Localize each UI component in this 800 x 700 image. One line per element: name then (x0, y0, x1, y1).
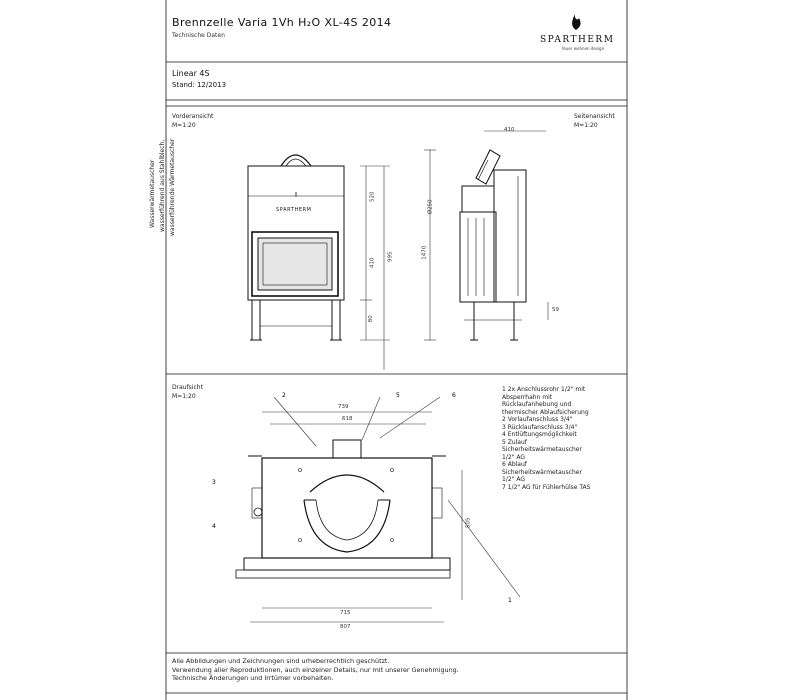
dim-bottom-b: 807 (340, 624, 351, 630)
callout-1 (508, 597, 512, 604)
top-view-scale: M=1:20 (172, 393, 196, 400)
dim-top-width-b: 618 (342, 416, 353, 422)
legend-line: 3 Rücklaufanschluss 3/4" (502, 423, 578, 431)
side-dimension-lines (421, 131, 548, 340)
document-subtitle: Technische Daten (172, 32, 225, 39)
brand-logo-text: SPARTHERM (540, 35, 615, 45)
front-note-1: Wasserwärmetauscher (149, 159, 156, 228)
brand-tagline: feuer wohnen design (562, 46, 605, 51)
legend-line: Sicherheitswärmetauscher (502, 446, 582, 453)
front-note-2: wasserführend aus Stahlblech, (159, 139, 166, 232)
revision-date: Stand: 12/2013 (172, 81, 227, 89)
top-view-label: Draufsicht (172, 384, 203, 391)
callout-4 (212, 523, 216, 530)
front-note-3: wasserführende Wärmetauscher (169, 138, 176, 236)
dim-side-top: 410 (504, 127, 515, 133)
legend-line: 7 1/2" AG für Fühlerhülse TAS (502, 483, 591, 491)
footer-line-1: Alle Abbildungen und Zeichnungen sind urheberrechtlich geschützt. (172, 657, 390, 665)
dim-side-foot: 59 (552, 307, 559, 313)
callout-6 (452, 392, 456, 399)
svg-text:2: 2 (282, 392, 286, 399)
svg-text:1: 1 (508, 597, 512, 604)
dim-side-height: 1470 (421, 245, 428, 260)
legend-line: 1/2" AG (502, 453, 525, 461)
dim-bottom-a: 715 (340, 610, 351, 616)
dim-side-angle: Ø250 (427, 199, 434, 215)
callout-5 (396, 392, 400, 399)
svg-text:5: 5 (396, 392, 400, 399)
legend-line: 2 Vorlaufanschluss 3/4" (502, 416, 573, 423)
dim-top-width-a: 739 (338, 404, 349, 410)
legend-line: 4 Entlüftungsmöglichkeit (502, 431, 577, 438)
front-view-label: Vorderansicht (172, 113, 214, 120)
svg-text:3: 3 (212, 479, 216, 486)
legend-line: Sicherheitswärmetauscher (502, 468, 582, 476)
series-label: Linear 4S (172, 69, 210, 78)
side-view (460, 150, 526, 340)
front-view-scale: M=1:20 (172, 122, 196, 129)
dim-front-bottom: 80 (367, 315, 374, 323)
dim-top-depth: 505 (465, 517, 472, 528)
front-view (248, 155, 344, 340)
sheet-frame (166, 0, 627, 700)
dim-front-upper: 520 (369, 191, 376, 202)
dim-front-total: 995 (387, 251, 394, 262)
legend-line: thermischer Ablaufsicherung (502, 408, 589, 416)
footer-line-3: Technische Änderungen und Irrtümer vorbehalten. (172, 674, 334, 683)
footer-line-2: Verwendung aller Reproduktionen, auch einzelner Details, nur mit unserer Genehmigung. (172, 665, 459, 674)
legend-line: Absperrhahn mit (502, 393, 553, 401)
document-title: Brennzelle Varia 1Vh H₂O XL-4S 2014 (172, 16, 392, 29)
side-view-label: Seitenansicht (574, 113, 615, 120)
front-logo-plate: SPARTHERM (276, 207, 312, 213)
svg-text:6: 6 (452, 392, 456, 399)
callout-2 (282, 392, 286, 399)
top-view (236, 440, 450, 578)
top-dimension-lines (250, 397, 520, 622)
svg-text:4: 4 (212, 523, 216, 530)
legend-line: 1 2x Anschlussrohr 1/2" mit (502, 386, 586, 393)
spartherm-flame-icon (572, 14, 580, 30)
side-view-scale: M=1:20 (574, 122, 598, 129)
legend-block (502, 386, 590, 491)
legend-line: Rücklaufanhebung und (502, 401, 572, 408)
dim-front-mid: 410 (369, 257, 376, 268)
legend-line: 1/2" AG (502, 476, 525, 483)
footer-notes (172, 657, 459, 683)
legend-line: 5 Zulauf (502, 438, 527, 446)
callout-3 (212, 479, 216, 486)
legend-line: 6 Ablauf (502, 461, 527, 468)
